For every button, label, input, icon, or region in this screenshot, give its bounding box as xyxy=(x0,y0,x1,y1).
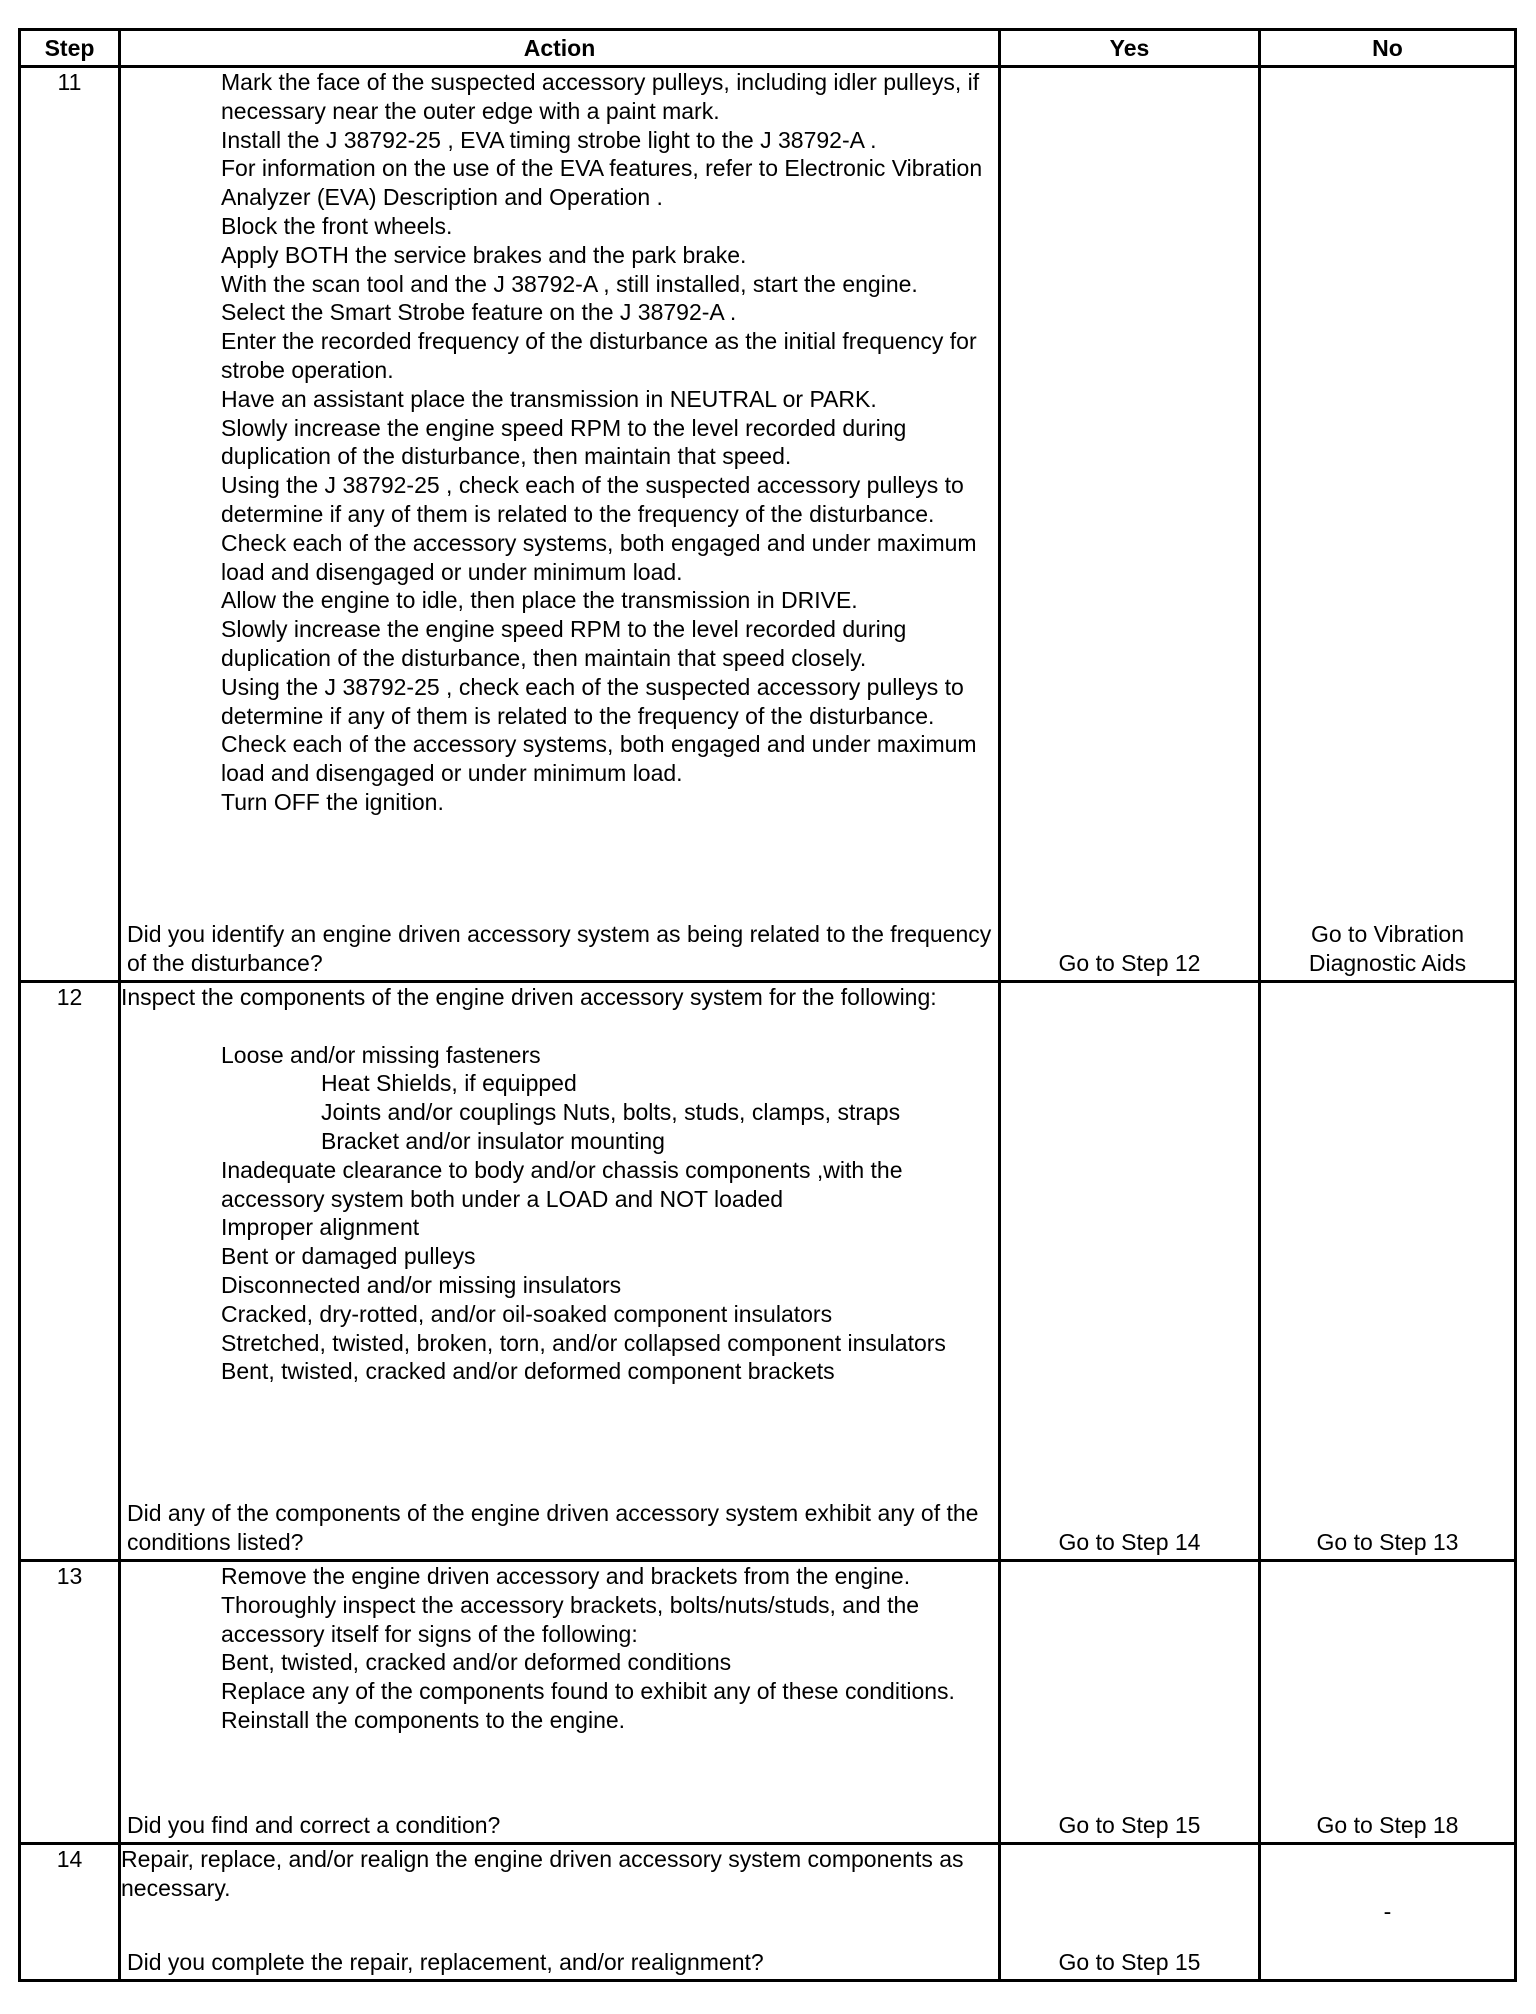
step-question: Did you identify an engine driven accessory system as being related to the frequency of the disturbance? xyxy=(127,921,992,977)
step-row-12 xyxy=(20,982,1516,1561)
no-cell xyxy=(1260,67,1516,982)
instruction-line: For information on the use of the EVA features, refer to Electronic Vibration Analyzer (EVA) Description and Operation . xyxy=(221,155,983,211)
yes-link[interactable]: Go to Step 14 xyxy=(1058,1529,1201,1556)
step-row-13 xyxy=(20,1561,1516,1844)
checklist-item: Inadequate clearance to body and/or chassis components ,with the accessory system both under a LOAD and NOT loaded xyxy=(221,1156,903,1212)
checklist-subitem: Bracket and/or insulator mounting xyxy=(321,1127,665,1154)
checklist-item: Disconnected and/or missing insulators xyxy=(221,1271,622,1298)
instruction-line: Enter the recorded frequency of the disturbance as the initial frequency for strobe operation. xyxy=(221,328,977,383)
checklist-item: Stretched, twisted, broken, torn, and/or collapsed component insulators xyxy=(221,1329,946,1356)
instruction-line: Thoroughly inspect the accessory brackets, bolts/nuts/studs, and the accessory itself for signs of the following: xyxy=(221,1591,920,1647)
yes-cell xyxy=(1000,982,1260,1561)
step-question: Did you complete the repair, replacement, and/or realignment? xyxy=(127,1949,764,1976)
action-cell xyxy=(120,1561,1000,1844)
header-no: No xyxy=(1260,30,1516,67)
yes-link[interactable]: Go to Step 12 xyxy=(1058,950,1201,977)
step-11-instructions xyxy=(121,68,998,821)
diagnostic-table xyxy=(18,28,1517,1982)
checklist-item: Improper alignment xyxy=(221,1214,420,1241)
instruction-line: Bent, twisted, cracked and/or deformed conditions xyxy=(221,1649,732,1676)
step-number: 12 xyxy=(20,982,120,1561)
instruction-line: Select the Smart Strobe feature on the J 38792-A . xyxy=(221,299,737,326)
checklist-subitem: Heat Shields, if equipped xyxy=(321,1070,577,1097)
instruction-line: Install the J 38792-25 , EVA timing strobe light to the J 38792-A . xyxy=(221,126,877,153)
yes-cell xyxy=(1000,67,1260,982)
header-row xyxy=(20,30,1516,67)
no-link[interactable]: Go to Vibration Diagnostic Aids xyxy=(1308,921,1467,977)
instruction-line: Allow the engine to idle, then place the transmission in DRIVE. xyxy=(221,587,858,614)
instruction-line: Using the J 38792-25 , check each of the suspected accessory pulleys to determine if any of them is related to the frequency of the disturbance. xyxy=(221,673,964,729)
instruction-line: Block the front wheels. xyxy=(221,212,453,239)
step-row-11 xyxy=(20,67,1516,982)
instruction-line: Slowly increase the engine speed RPM to the level recorded during duplication of the disturbance, then maintain that speed closely. xyxy=(221,616,907,671)
instruction-line: Slowly increase the engine speed RPM to the level recorded during duplication of the disturbance, then maintain that speed. xyxy=(221,414,907,470)
yes-link[interactable]: Go to Step 15 xyxy=(1058,1949,1201,1976)
no-link[interactable]: Go to Step 13 xyxy=(1316,1529,1459,1556)
yes-cell xyxy=(1000,1561,1260,1844)
step-row-14 xyxy=(20,1844,1516,1981)
step-question: Did you find and correct a condition? xyxy=(127,1812,501,1839)
no-link[interactable]: Go to Step 18 xyxy=(1316,1812,1459,1839)
instruction-line: Apply BOTH the service brakes and the park brake. xyxy=(221,241,747,268)
intro-text: Inspect the components of the engine driven accessory system for the following: xyxy=(121,984,937,1010)
header-yes: Yes xyxy=(1000,30,1260,67)
instruction-line: Check each of the accessory systems, both engaged and under maximum load and disengaged or under minimum load. xyxy=(221,529,977,585)
checklist-item: Cracked, dry-rotted, and/or oil-soaked component insulators xyxy=(221,1300,833,1327)
checklist-subitem: Joints and/or couplings Nuts, bolts, studs, clamps, straps xyxy=(321,1099,901,1126)
yes-cell xyxy=(1000,1844,1260,1981)
step-number: 13 xyxy=(20,1561,120,1844)
step-question: Did any of the components of the engine driven accessory system exhibit any of the conditions listed? xyxy=(127,1500,979,1556)
spacer xyxy=(121,1012,998,1041)
action-cell xyxy=(120,67,1000,982)
step-number: 11 xyxy=(20,67,120,982)
intro-text: Repair, replace, and/or realign the engine driven accessory system components as necessary. xyxy=(121,1846,964,1901)
checklist-item: Loose and/or missing fasteners xyxy=(221,1041,541,1068)
step-13-instructions xyxy=(121,1562,998,1739)
instruction-line: Have an assistant place the transmission in NEUTRAL or PARK. xyxy=(221,385,877,412)
action-cell xyxy=(120,982,1000,1561)
instruction-line: With the scan tool and the J 38792-A , still installed, start the engine. xyxy=(221,270,918,297)
no-cell xyxy=(1260,982,1516,1561)
step-14-instructions xyxy=(121,1845,998,1907)
instruction-line: Reinstall the components to the engine. xyxy=(221,1706,626,1733)
no-cell xyxy=(1260,1561,1516,1844)
header-action: Action xyxy=(120,30,1000,67)
header-step: Step xyxy=(20,30,120,67)
step-number: 14 xyxy=(20,1844,120,1981)
instruction-line: Remove the engine driven accessory and brackets from the engine. xyxy=(221,1563,911,1589)
instruction-line: Replace any of the components found to exhibit any of these conditions. xyxy=(221,1678,955,1705)
step-12-instructions xyxy=(121,983,998,1390)
checklist-item: Bent, twisted, cracked and/or deformed component brackets xyxy=(221,1358,835,1385)
instruction-line: Using the J 38792-25 , check each of the suspected accessory pulleys to determine if any of them is related to the frequency of the disturbance. xyxy=(221,472,964,527)
yes-link[interactable]: Go to Step 15 xyxy=(1058,1812,1201,1839)
checklist-item: Bent or damaged pulleys xyxy=(221,1243,476,1270)
instruction-line: Check each of the accessory systems, both engaged and under maximum load and disengaged or under minimum load. xyxy=(221,731,977,787)
instruction-line: Turn OFF the ignition. xyxy=(221,788,444,815)
instruction-line: Mark the face of the suspected accessory pulleys, including idler pulleys, if necessary near the outer edge with a paint mark. xyxy=(221,69,980,124)
action-cell xyxy=(120,1844,1000,1981)
no-link: - xyxy=(1383,1898,1392,1925)
no-cell xyxy=(1260,1844,1516,1981)
